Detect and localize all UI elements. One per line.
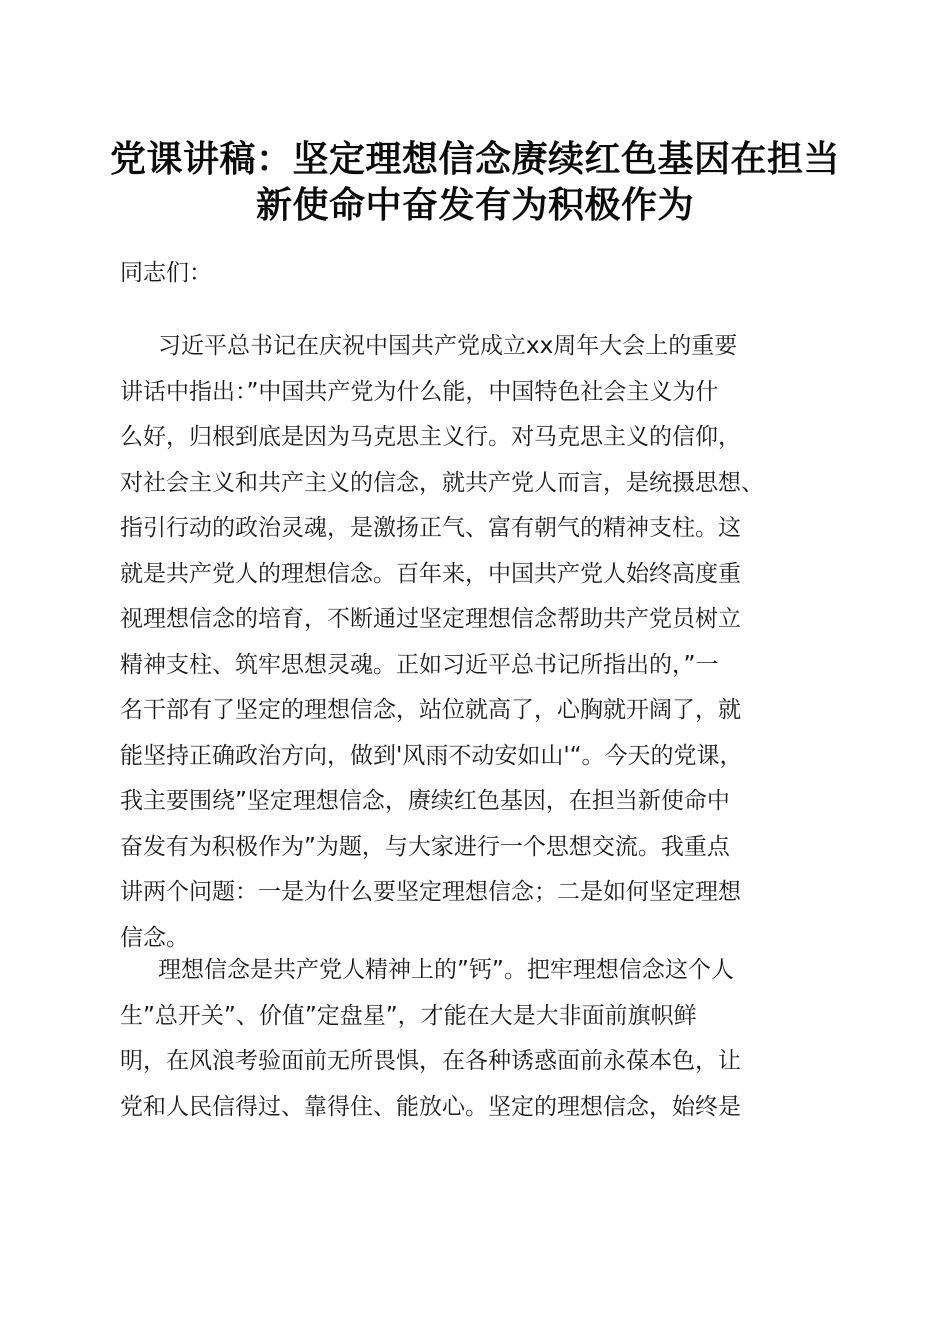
paragraph-line: 我主要围绕”坚定理想信念，赓续红色基因，在担当新使命中: [120, 788, 730, 814]
paragraph-line: 名干部有了坚定的理想信念，站位就高了，心胸就开阔了，就: [120, 697, 741, 723]
paragraph-line: 讲话中指出：”中国共产党为什么能，中国特色社会主义为什: [120, 378, 719, 405]
paragraph-1: [120, 324, 825, 961]
paragraph-line: 奋发有为积极作为”为题，与大家进行一个思想交流。我重点: [120, 833, 730, 860]
paragraph-line: 对社会主义和共产主义的信念，就共产党人而言，是统摄思想、: [120, 469, 764, 496]
paragraph-line: 明，在风浪考验面前无所畏惧，在各种诱惑面前永葆本色，让: [120, 1048, 741, 1074]
paragraph-line: 生”总开关”、价值”定盘星”，才能在大是大非面前旗帜鲜: [120, 1002, 697, 1029]
paragraph-line: 精神支柱、筑牢思想灵魂。正如习近平总书记所指出的，”一: [120, 651, 719, 678]
paragraph-line: 理想信念是共产党人精神上的”钙”。把牢理想信念这个人: [158, 957, 734, 983]
paragraph-line: 习近平总书记在庆祝中国共产党成立xx周年大会上的重要: [158, 333, 738, 359]
paragraph-line: 党和人民信得过、靠得住、能放心。坚定的理想信念，始终是: [120, 1093, 741, 1120]
paragraph-line: 视理想信念的培育，不断通过坚定理想信念帮助共产党员树立: [120, 606, 741, 632]
paragraph-line: 就是共产党人的理想信念。百年来，中国共产党人始终高度重: [120, 560, 741, 587]
document-title-line-2: 新使命中奋发有为积极作为: [255, 184, 694, 226]
paragraph-2: [120, 948, 825, 1130]
paragraph-line: 讲两个问题：一是为什么要坚定理想信念；二是如何坚定理想: [120, 879, 741, 905]
paragraph-line: 指引行动的政治灵魂，是激扬正气、富有朝气的精神支柱。这: [120, 515, 741, 541]
paragraph-line: 信念。: [120, 924, 189, 951]
greeting: 同志们：: [120, 260, 212, 286]
paragraph-line: 么好，归根到底是因为马克思主义行。对马克思主义的信仰，: [120, 424, 741, 450]
document-title-line-1: 党课讲稿：坚定理想信念赓续红色基因在担当: [109, 138, 840, 180]
paragraph-line: 能坚持正确政治方向，做到'风雨不动安如山'“。今天的党课，: [120, 742, 743, 769]
